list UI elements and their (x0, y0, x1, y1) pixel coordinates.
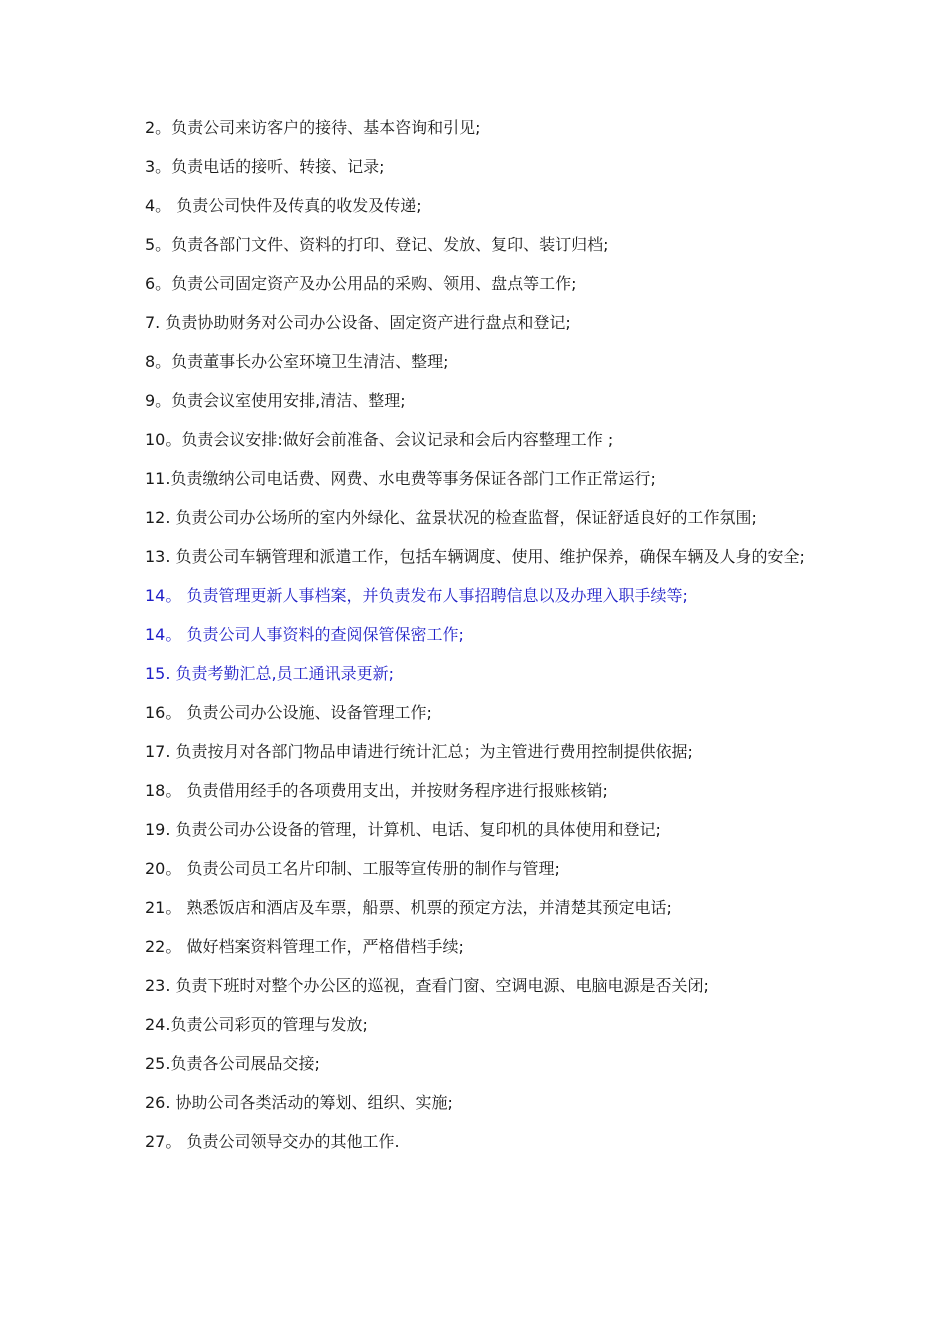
duty-list-item: 21。 熟悉饭店和酒店及车票，船票、机票的预定方法，并清楚其预定电话; (145, 898, 672, 917)
duty-list-item: 3。负责电话的接听、转接、记录; (145, 157, 385, 176)
duty-list-item: 15. 负责考勤汇总,员工通讯录更新; (145, 664, 395, 683)
duty-list-item: 2。负责公司来访客户的接待、基本咨询和引见; (145, 118, 481, 137)
duty-list-item: 19. 负责公司办公设备的管理，计算机、电话、复印机的具体使用和登记; (145, 820, 661, 839)
duty-list-item: 13. 负责公司车辆管理和派遣工作，包括车辆调度、使用、维护保养，确保车辆及人身的安全; (145, 547, 805, 566)
duty-list-item: 4。 负责公司快件及传真的收发及传递; (145, 196, 422, 215)
duty-list-item: 23. 负责下班时对整个办公区的巡视，查看门窗、空调电源、电脑电源是否关闭; (145, 976, 709, 995)
duty-list-item: 11.负责缴纳公司电话费、网费、水电费等事务保证各部门工作正常运行; (145, 469, 656, 488)
duty-list-item: 18。 负责借用经手的各项费用支出，并按财务程序进行报账核销; (145, 781, 608, 800)
duty-list-item: 16。 负责公司办公设施、设备管理工作; (145, 703, 432, 722)
duty-list-item: 8。负责董事长办公室环境卫生清洁、整理; (145, 352, 449, 371)
duty-list-item: 9。负责会议室使用安排,清洁、整理; (145, 391, 406, 410)
duty-list-item: 20。 负责公司员工名片印制、工服等宣传册的制作与管理; (145, 859, 560, 878)
duty-list-item: 10。负责会议安排:做好会前准备、会议记录和会后内容整理工作 ; (145, 430, 614, 449)
duty-list-item: 27。 负责公司领导交办的其他工作. (145, 1132, 400, 1151)
duty-list-item: 14。 负责管理更新人事档案，并负责发布人事招聘信息以及办理入职手续等; (145, 586, 688, 605)
duty-list-item: 7. 负责协助财务对公司办公设备、固定资产进行盘点和登记; (145, 313, 571, 332)
duty-list (145, 116, 805, 1169)
duty-list-item: 6。负责公司固定资产及办公用品的采购、领用、盘点等工作; (145, 274, 577, 293)
duty-list-item: 26. 协助公司各类活动的筹划、组织、实施; (145, 1093, 453, 1112)
duty-list-item: 17. 负责按月对各部门物品申请进行统计汇总；为主管进行费用控制提供依据; (145, 742, 693, 761)
duty-list-item: 22。 做好档案资料管理工作，严格借档手续; (145, 937, 464, 956)
duty-list-item: 5。负责各部门文件、资料的打印、登记、发放、复印、装订归档; (145, 235, 609, 254)
duty-list-item: 25.负责各公司展品交接; (145, 1054, 320, 1073)
duty-list-item: 24.负责公司彩页的管理与发放; (145, 1015, 368, 1034)
duty-list-item: 12. 负责公司办公场所的室内外绿化、盆景状况的检查监督，保证舒适良好的工作氛围; (145, 508, 757, 527)
duty-list-item: 14。 负责公司人事资料的查阅保管保密工作; (145, 625, 464, 644)
